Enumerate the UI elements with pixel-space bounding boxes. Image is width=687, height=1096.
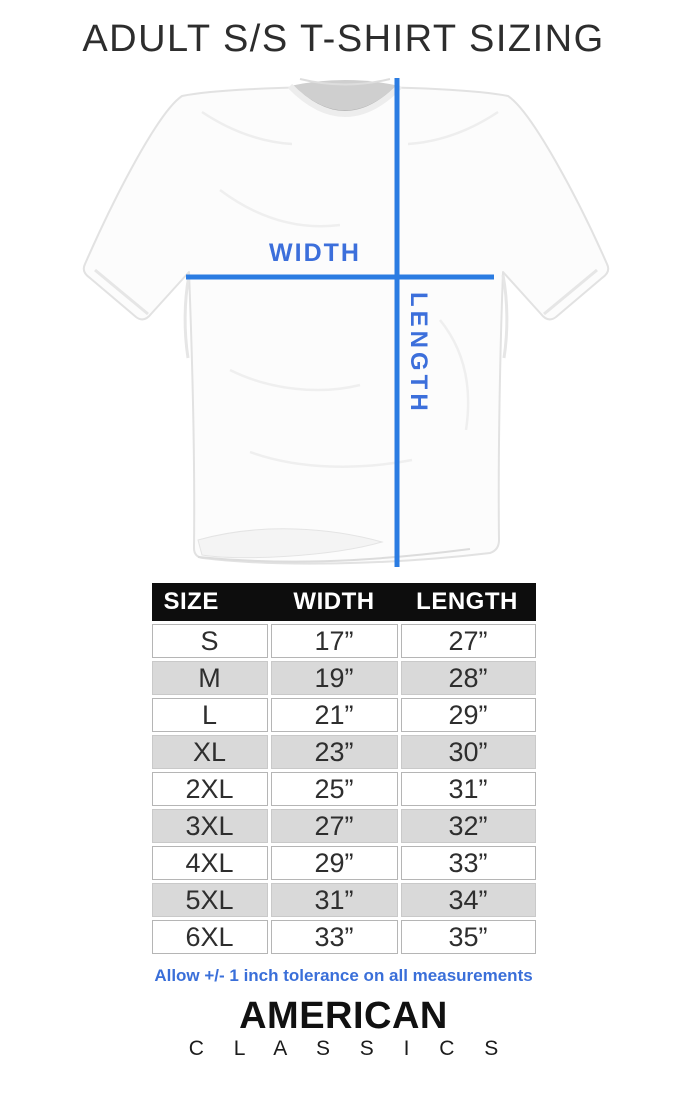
cell-width: 17” — [271, 624, 398, 658]
size-table — [152, 583, 536, 954]
table-row-6xl — [152, 920, 536, 954]
cell-width: 27” — [271, 809, 398, 843]
page-title: ADULT S/S T-SHIRT SIZING — [82, 18, 605, 60]
cell-size: S — [152, 624, 268, 658]
table-row-2xl — [152, 772, 536, 806]
cell-size: XL — [152, 735, 268, 769]
table-row-s — [152, 624, 536, 658]
cell-length: 34” — [401, 883, 536, 917]
cell-length: 33” — [401, 846, 536, 880]
cell-width: 25” — [271, 772, 398, 806]
cell-width: 29” — [271, 846, 398, 880]
cell-length: 27” — [401, 624, 536, 658]
tshirt-measurement-diagram — [0, 70, 687, 575]
cell-width: 23” — [271, 735, 398, 769]
cell-length: 28” — [401, 661, 536, 695]
brand-name-american: AMERICAN — [239, 995, 448, 1037]
table-row-xl — [152, 735, 536, 769]
cell-length: 35” — [401, 920, 536, 954]
cell-size: 5XL — [152, 883, 268, 917]
cell-width: 19” — [271, 661, 398, 695]
brand-name-classics: C L A S S I C S — [188, 1037, 511, 1060]
tshirt-graphic — [0, 70, 687, 575]
table-row-4xl — [152, 846, 536, 880]
cell-width: 31” — [271, 883, 398, 917]
size-table-header-row — [152, 583, 536, 621]
cell-size: 2XL — [152, 772, 268, 806]
brand-logo — [0, 996, 687, 1062]
cell-size: 6XL — [152, 920, 268, 954]
cell-length: 30” — [401, 735, 536, 769]
col-header-width: WIDTH — [293, 588, 375, 615]
table-row-5xl — [152, 883, 536, 917]
cell-size: L — [152, 698, 268, 732]
table-row-m — [152, 661, 536, 695]
table-row-3xl — [152, 809, 536, 843]
cell-size: 4XL — [152, 846, 268, 880]
cell-length: 29” — [401, 698, 536, 732]
col-header-length: LENGTH — [416, 588, 518, 615]
cell-size: 3XL — [152, 809, 268, 843]
cell-size: M — [152, 661, 268, 695]
cell-width: 21” — [271, 698, 398, 732]
width-measure-label: WIDTH — [269, 239, 361, 267]
cell-length: 31” — [401, 772, 536, 806]
cell-width: 33” — [271, 920, 398, 954]
length-measure-label: LENGTH — [405, 292, 432, 415]
col-header-size: SIZE — [163, 588, 219, 615]
table-row-l — [152, 698, 536, 732]
cell-length: 32” — [401, 809, 536, 843]
tolerance-note: Allow +/- 1 inch tolerance on all measurements — [154, 966, 533, 985]
